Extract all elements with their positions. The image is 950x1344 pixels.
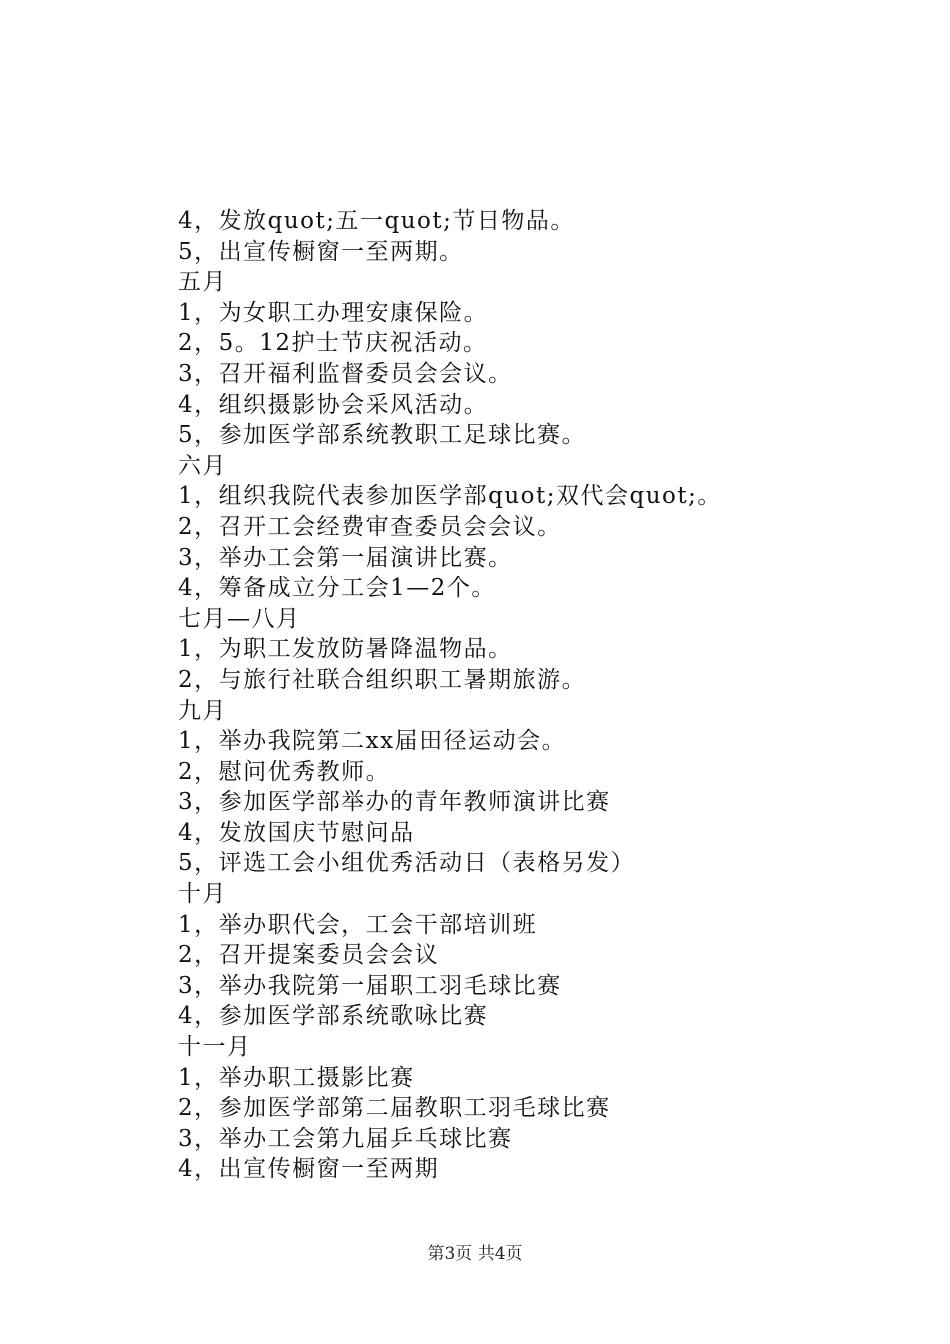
- list-item: 2，5。12护士节庆祝活动。: [178, 330, 488, 357]
- list-item: 4，组织摄影协会采风活动。: [178, 391, 489, 418]
- list-item: 1，举办职工摄影比赛: [178, 1064, 415, 1091]
- list-item: 3，召开福利监督委员会会议。: [178, 360, 513, 387]
- list-item: 4，参加医学部系统歌咏比赛: [178, 1003, 489, 1030]
- list-item: 2，召开提案委员会会议: [178, 942, 440, 969]
- list-item: 5，参加医学部系统教职工足球比赛。: [178, 422, 587, 449]
- list-item: 3，举办我院第一届职工羽毛球比赛: [178, 972, 562, 999]
- section-heading: 十一月: [178, 1034, 252, 1061]
- section-heading: 九月: [178, 697, 227, 724]
- list-item: 1，举办职代会，工会干部培训班: [178, 911, 538, 938]
- list-item: 4，发放国庆节慰问品: [178, 819, 415, 846]
- list-item: 2，参加医学部第二届教职工羽毛球比赛: [178, 1095, 611, 1122]
- section-heading: 七月—八月: [178, 605, 301, 632]
- list-item: 5，评选工会小组优秀活动日（表格另发）: [178, 850, 636, 877]
- page-number-footer: 第3页 共4页: [427, 1244, 523, 1264]
- section-heading: 五月: [178, 269, 227, 296]
- list-item: 1，组织我院代表参加医学部quot;双代会quot;。: [178, 483, 722, 510]
- document-body: [178, 206, 878, 1185]
- list-item: 4，出宣传橱窗一至两期: [178, 1156, 440, 1183]
- list-item: 1，为女职工办理安康保险。: [178, 299, 489, 326]
- section-heading: 十月: [178, 881, 227, 908]
- list-item: 2，召开工会经费审查委员会会议。: [178, 513, 562, 540]
- list-item: 3，举办工会第一届演讲比赛。: [178, 544, 513, 571]
- list-item: 2，慰问优秀教师。: [178, 758, 391, 785]
- list-item: 1，举办我院第二xx届田径运动会。: [178, 728, 567, 755]
- list-item: 4，发放quot;五一quot;节日物品。: [178, 208, 575, 234]
- list-item: 3，参加医学部举办的青年教师演讲比赛: [178, 789, 611, 816]
- list-item: 2，与旅行社联合组织职工暑期旅游。: [178, 666, 587, 693]
- list-item: 5，出宣传橱窗一至两期。: [178, 238, 464, 265]
- section-heading: 六月: [178, 452, 227, 479]
- list-item: 3，举办工会第九届乒乓球比赛: [178, 1125, 513, 1152]
- list-item: 4，筹备成立分工会1—2个。: [178, 575, 496, 602]
- list-item: 1，为职工发放防暑降温物品。: [178, 636, 513, 663]
